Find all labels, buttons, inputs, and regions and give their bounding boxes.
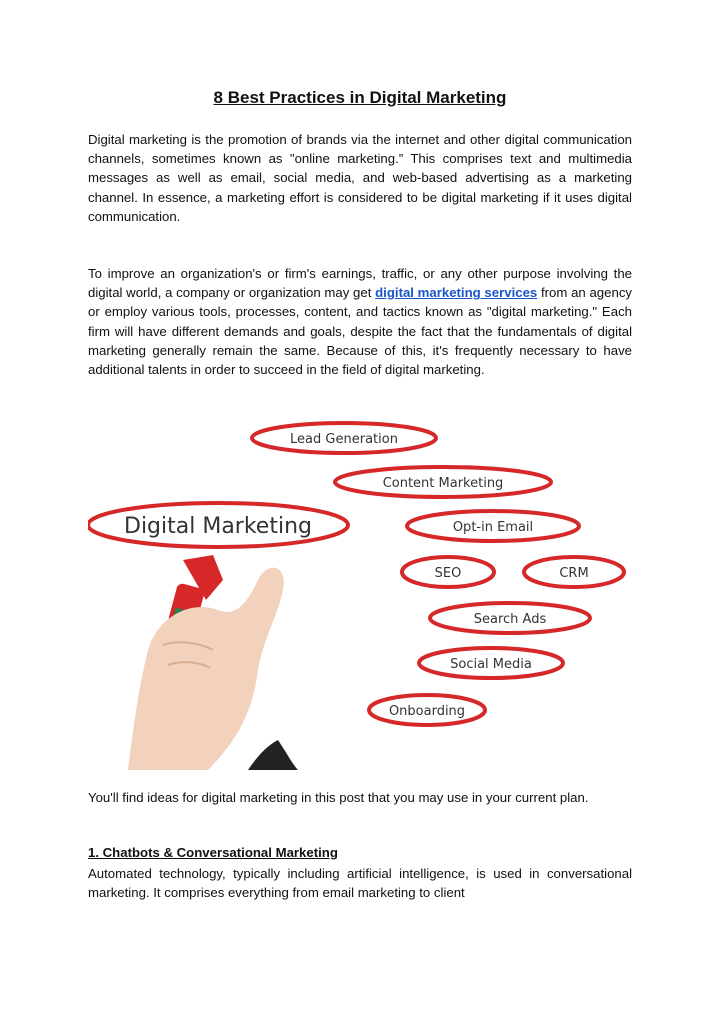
svg-text:Social Media: Social Media bbox=[450, 657, 532, 672]
svg-text:Search Ads: Search Ads bbox=[473, 612, 547, 627]
intro-paragraph-2 bbox=[88, 264, 632, 379]
tag-seo bbox=[402, 557, 494, 587]
svg-text:SEO: SEO bbox=[434, 566, 462, 581]
tag-lead-generation bbox=[252, 423, 436, 453]
svg-text:Onboarding: Onboarding bbox=[388, 704, 466, 719]
intro-paragraph-2-end: from an agency or employ various tools, processes, content, and tactics known as "digital marketing." Each firm will have different demands and goals, despite the fact that the fundamentals of digital marketing generally remain the same. Because of this, it's frequently necessary to have additional talents in order to succeed in the field of digital marketing. bbox=[88, 285, 633, 378]
hand-with-marker-image bbox=[128, 555, 298, 770]
digital-marketing-main-tag bbox=[88, 503, 348, 547]
after-image-paragraph: You'll find ideas for digital marketing in this post that you may use in your current plan. bbox=[88, 790, 589, 805]
digital-marketing-services-link[interactable]: digital marketing services bbox=[375, 285, 538, 301]
digital-marketing-illustration bbox=[88, 410, 632, 770]
tag-crm bbox=[524, 557, 624, 587]
page-title: 8 Best Practices in Digital Marketing bbox=[213, 88, 507, 107]
svg-text:CRM: CRM bbox=[559, 566, 589, 581]
tag-opt-in-email bbox=[407, 511, 579, 541]
section-1-text: Automated technology, typically including artificial intelligence, is used in conversational marketing. It comprises everything from email marketing to client bbox=[88, 866, 632, 901]
svg-text:Opt-in Email: Opt-in Email bbox=[452, 520, 534, 535]
tag-search-ads bbox=[430, 603, 590, 633]
intro-paragraph-1: Digital marketing is the promotion of brands via the internet and other digital communication channels, sometimes known as "online marketing.” This comprises text and multimedia messages as well as email, social media, and web-based advertising as a marketing channel. In essence, a marketing effort is considered to be digital marketing if it uses digital communication. bbox=[88, 132, 632, 224]
tag-onboarding bbox=[369, 695, 485, 725]
svg-text:Lead Generation: Lead Generation bbox=[290, 432, 398, 447]
main-tag-label: Digital Marketing bbox=[124, 514, 312, 539]
section-1-heading: 1. Chatbots & Conversational Marketing bbox=[88, 845, 338, 860]
tag-content-marketing bbox=[335, 467, 551, 497]
intro-paragraph-2-start: To improve an organization's or firm's earnings, traffic, or any other purpose involving the digital world, a company or organization may get bbox=[88, 266, 632, 301]
tag-social-media bbox=[419, 648, 563, 678]
svg-text:Content Marketing: Content Marketing bbox=[382, 476, 504, 491]
